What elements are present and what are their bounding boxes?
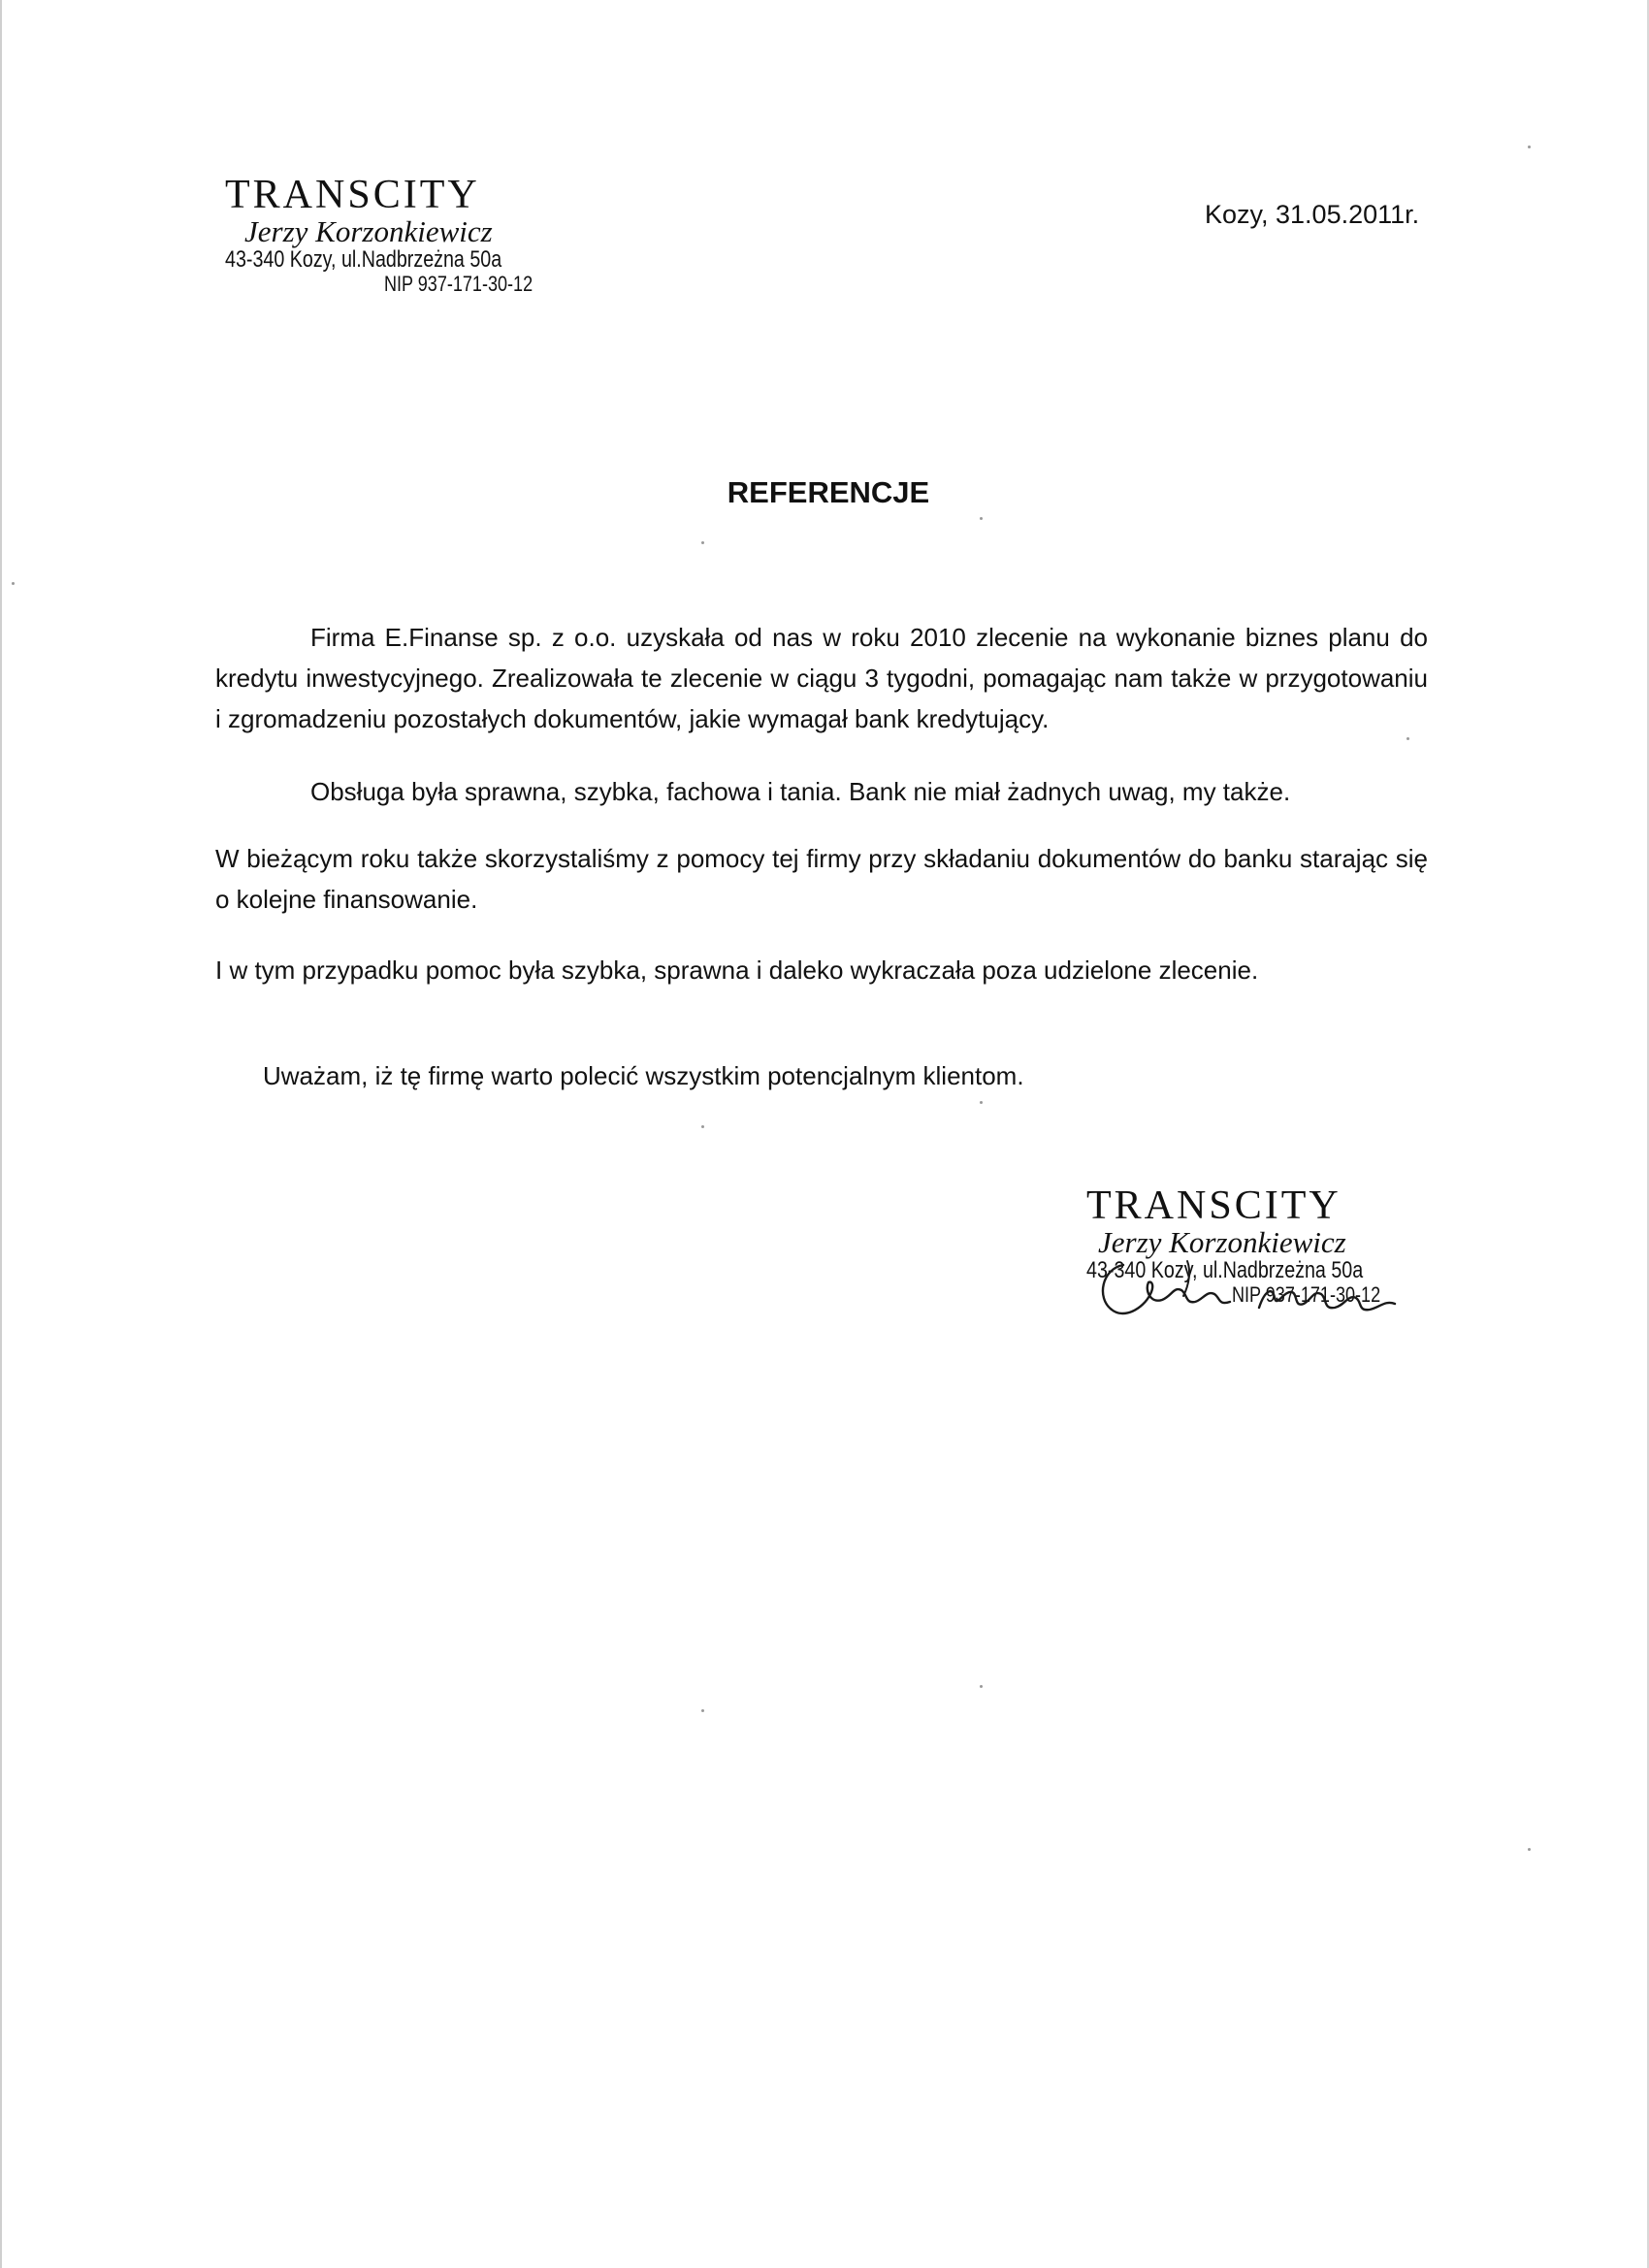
- scan-speck: [12, 582, 15, 585]
- scan-speck: [1528, 146, 1531, 148]
- page-edge-left: [0, 0, 2, 2268]
- body-paragraph-4: I w tym przypadku pomoc była szybka, sprawna i daleko wykraczała poza udzielone zlecenie.: [215, 956, 1259, 985]
- signature-stroke-1: [1103, 1265, 1230, 1313]
- body-paragraph-5: Uważam, iż tę firmę warto polecić wszystkim potencjalnym klientom.: [263, 1061, 1024, 1090]
- scan-speck: [701, 541, 704, 544]
- stamp-nip: NIP 937-171-30-12: [384, 272, 534, 296]
- scan-speck: [980, 1101, 983, 1104]
- stamp-company-name: TRANSCITY: [225, 173, 480, 217]
- stamp-address: 43-340 Kozy, ul.Nadbrzeżna 50a: [1086, 1257, 1364, 1283]
- stamp-company-name: TRANSCITY: [1086, 1183, 1342, 1228]
- handwritten-signature: [1094, 1251, 1424, 1329]
- document-date: Kozy, 31.05.2011r.: [1205, 200, 1420, 229]
- scan-speck: [701, 1709, 704, 1712]
- scan-speck: [1406, 737, 1409, 740]
- scan-speck: [980, 1685, 983, 1688]
- header-company-stamp: [225, 175, 566, 295]
- body-paragraph-1: Firma E.Finanse sp. z o.o. uzyskała od nas w roku 2010 zlecenie na wykonanie biznes planu do kredytu inwestycyjnego. Zrealizowała te zlecenie w ciągu 3 tygodni, pomagając nam także w przygotowaniu i zgromadzeniu pozostałych dokumentów, jakie wymagał bank kredytujący.: [215, 623, 1428, 733]
- scan-speck: [980, 517, 983, 520]
- stamp-person-name: Jerzy Korzonkiewicz: [1098, 1225, 1346, 1259]
- stamp-address: 43-340 Kozy, ul.Nadbrzeżna 50a: [225, 246, 502, 273]
- stamp-person-name: Jerzy Korzonkiewicz: [244, 214, 493, 248]
- signature-stroke-2: [1259, 1291, 1395, 1310]
- document-title: REFERENCJE: [727, 475, 930, 509]
- body-paragraph-3: W bieżącym roku także skorzystaliśmy z pomocy tej firmy przy składaniu dokumentów do banku starając się o kolejne finansowanie.: [215, 844, 1428, 914]
- stamp-nip: NIP 937-171-30-12: [1232, 1282, 1381, 1307]
- signature-stroke-3: [1183, 1261, 1189, 1296]
- scan-speck: [1528, 1848, 1531, 1851]
- scan-speck: [701, 1125, 704, 1128]
- body-paragraph-2: Obsługa była sprawna, szybka, fachowa i tania. Bank nie miał żadnych uwag, my także.: [310, 777, 1291, 806]
